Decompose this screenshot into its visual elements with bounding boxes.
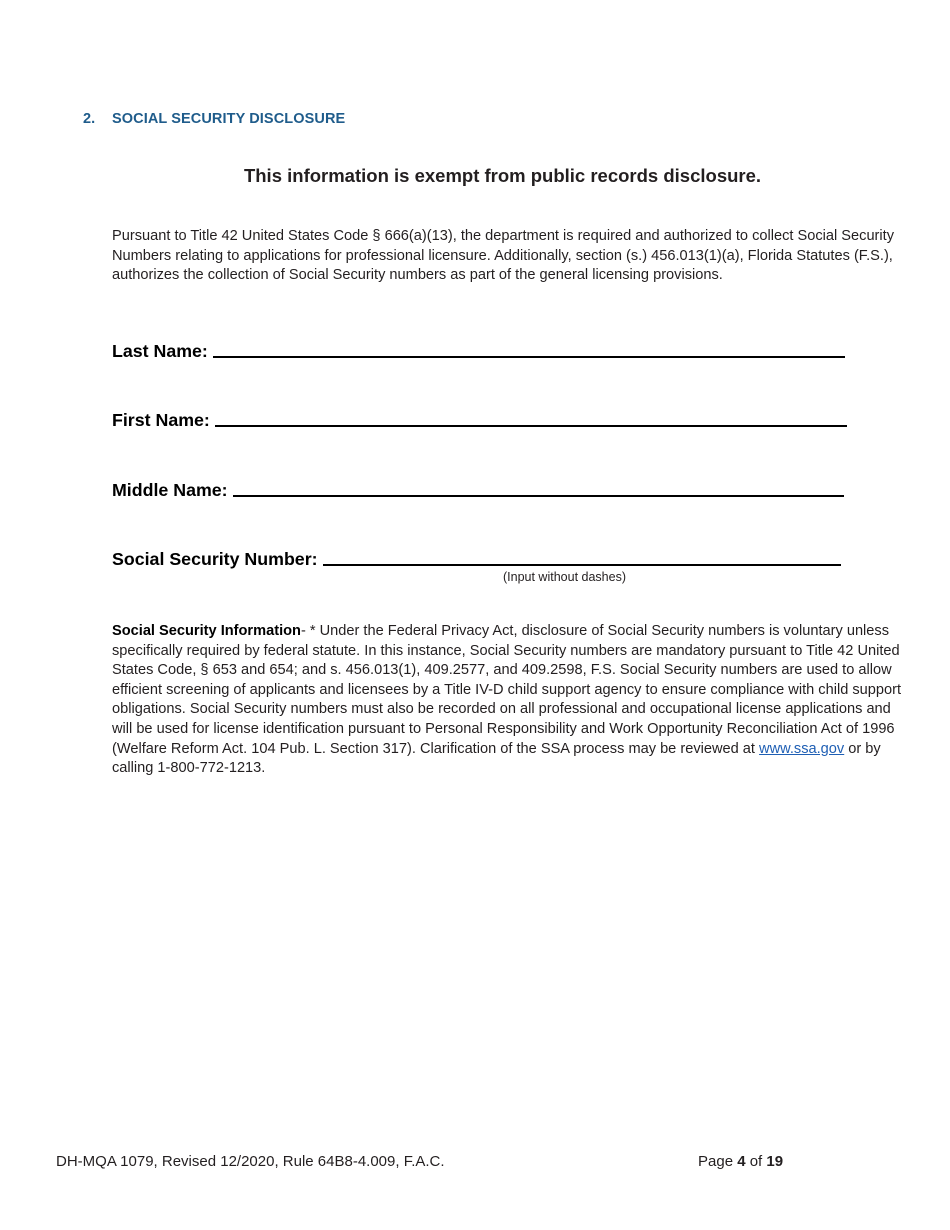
first-name-row	[112, 407, 847, 431]
last-name-row	[112, 338, 845, 362]
page-total: 19	[766, 1153, 784, 1170]
ssn-row	[112, 546, 841, 570]
section-title: SOCIAL SECURITY DISCLOSURE	[112, 111, 346, 127]
ssn-information-text: - * Under the Federal Privacy Act, disclosure of Social Security numbers is voluntary unless specifically required by federal statute. In this instance, Social Security numbers are mandatory pursuant to Title 42 United States Code, § 653 and 654; and s. 456.013(1), 409.2577, and 409.2598, F.S. Social Security numbers are used to allow efficient screening of applicants and licensees by a Title IV-D child support agency to ensure compliance with child support obligations. Social Security numbers must also be recorded on all professional and occupational license applications and will be used for license identification pursuant to Personal Responsibility and Work Opportunity Reconciliation Act of 1996 (Welfare Reform Act. 104 Pub. L. Section 317). Clarification of the SSA process may be reviewed at	[112, 623, 902, 757]
page-current: 4	[737, 1153, 746, 1170]
ssn-information-paragraph	[112, 622, 902, 779]
ssa-website-link[interactable]: www.ssa.gov	[759, 740, 845, 757]
ssn-hint: (Input without dashes)	[503, 570, 626, 584]
exempt-notice: This information is exempt from public records disclosure.	[243, 165, 762, 186]
first-name-field[interactable]	[215, 405, 847, 427]
ssn-information-tail: or by calling 1-800-772-1213.	[112, 740, 881, 777]
ssn-information-label: Social Security Information	[112, 623, 301, 639]
intro-paragraph: Pursuant to Title 42 United States Code § 666(a)(13), the department is required and authorized to collect Social Security Numbers relating to applications for professional licensure. Additionally, section (s.) 456.013(1)(a), Florida Statutes (F.S.), authorizes the collection of Social Security numbers as part of the general licensing provisions.	[112, 228, 895, 284]
ssn-field[interactable]	[323, 544, 841, 566]
middle-name-field[interactable]	[233, 475, 844, 497]
section-heading	[83, 111, 345, 127]
section-number: 2.	[83, 111, 96, 127]
middle-name-label: Middle Name:	[112, 480, 228, 500]
last-name-field[interactable]	[213, 336, 845, 358]
first-name-label: First Name:	[112, 410, 210, 430]
page-prefix: Page	[698, 1153, 738, 1170]
footer-form-id: DH-MQA 1079, Revised 12/2020, Rule 64B8-4.009, F.A.C.	[56, 1153, 445, 1170]
ssn-label: Social Security Number:	[112, 549, 318, 569]
middle-name-row	[112, 477, 844, 501]
page-number	[698, 1153, 783, 1170]
last-name-label: Last Name:	[112, 341, 208, 361]
page-mid: of	[745, 1153, 767, 1170]
